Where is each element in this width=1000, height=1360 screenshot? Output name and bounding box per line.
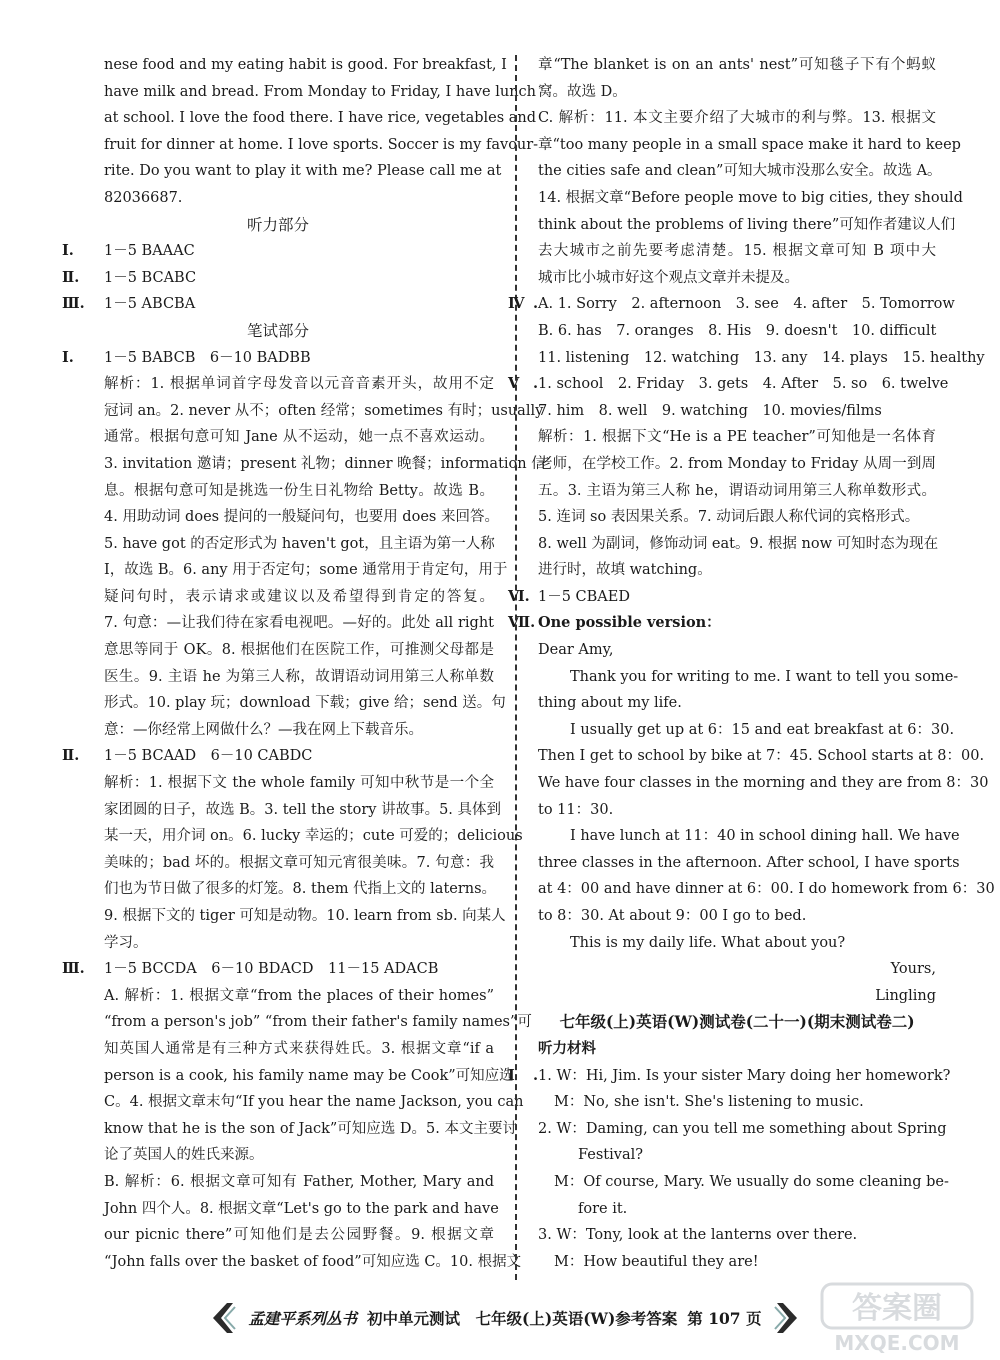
text-line xyxy=(508,584,936,611)
section-numeral: Ⅱ. xyxy=(62,268,80,286)
text-line xyxy=(538,504,936,531)
text-line xyxy=(538,1222,936,1249)
line-text: 1－5 BCCDA 6－10 BDACD 11－15 ADACB xyxy=(104,961,439,978)
line-text: 3. W：Tony, look at the lanterns over there. xyxy=(538,1227,858,1244)
page-footer xyxy=(205,1298,805,1338)
line-text: 1－5 BAAAC xyxy=(104,243,195,260)
text-line xyxy=(62,983,494,1010)
chevron-left-icon xyxy=(209,1300,239,1336)
line-text: 章“The blanket is on an ants' nest”可知毯子下有个蚂蚁 xyxy=(538,57,936,73)
text-line xyxy=(538,717,955,744)
line-text: to 8：30. At about 9：00 I go to bed. xyxy=(538,908,807,924)
text-line xyxy=(538,451,936,478)
text-line xyxy=(538,105,936,132)
watermark-url: MXQE.COM xyxy=(834,1331,960,1355)
text-line xyxy=(62,584,494,611)
text-line xyxy=(538,158,942,185)
line-text: B. 6. has 7. oranges 8. His 9. doesn't 10. difficult xyxy=(538,322,937,339)
line-text: 息。根据句意可知是挑选一份生日礼物给 Betty。故选 B。 xyxy=(104,482,494,499)
line-text: 1－5 BCABC xyxy=(104,269,197,286)
line-text: C. 解析：11. 本文主要介绍了大城市的利与弊。13. 根据文 xyxy=(538,110,936,127)
line-text: 通常。根据句意可知 Jane 从不运动，她一点不喜欢运动。 xyxy=(104,429,494,446)
text-line xyxy=(62,956,494,983)
line-text: at 4：00 and have dinner at 6：00. I do homework from 6：30 xyxy=(538,881,995,898)
text-line xyxy=(62,531,494,558)
line-text: 进行时，故填 watching。 xyxy=(538,562,712,579)
text-line xyxy=(508,371,949,398)
text-line xyxy=(62,1249,522,1276)
text-line xyxy=(538,1116,947,1143)
line-text: 论了英国人的姓氏来源。 xyxy=(104,1147,264,1164)
section-numeral: Ⅰ. xyxy=(62,242,74,260)
line-text: B. 解析：6. 根据文章可知有 Father, Mother, Mary and xyxy=(104,1173,494,1190)
line-text: 某一天，用介词 on。6. lucky 幸运的；cute 可爱的；delicious xyxy=(104,828,523,845)
line-text: 窝。故选 D。 xyxy=(538,83,627,100)
text-line xyxy=(538,1009,936,1036)
text-line xyxy=(62,1222,494,1249)
text-line xyxy=(538,265,936,292)
line-text: think about the problems of living there”可知作者建议人们 xyxy=(538,216,956,233)
text-line xyxy=(62,265,494,292)
line-text: 8. well 为副词，修饰动词 eat。9. 根据 now 可知时态为现在 xyxy=(538,535,939,552)
text-line xyxy=(538,1249,936,1276)
line-text: I have lunch at 11：40 in school dining hall. We have xyxy=(570,828,960,845)
text-line xyxy=(62,1196,499,1223)
text-line xyxy=(62,1036,494,1063)
text-line xyxy=(538,1142,936,1169)
text-line xyxy=(538,1089,936,1116)
text-line xyxy=(62,238,494,265)
text-line xyxy=(538,1036,936,1063)
line-text: I usually get up at 6：15 and eat breakfast at 6：30. xyxy=(570,721,955,738)
line-text: 1－5 BCAAD 6－10 CABDC xyxy=(104,748,313,765)
text-line xyxy=(538,637,936,664)
line-text: 1－5 BABCB 6－10 BADBB xyxy=(104,349,311,366)
line-text: 意思等同于 OK。8. 根据他们在医院工作，可推测父母都是 xyxy=(104,642,494,659)
line-text: John 四个人。8. 根据文章“Let's go to the park and have xyxy=(104,1200,499,1217)
line-text: 去大城市之前先要考虑清楚。15. 根据文章可知 B 项中大 xyxy=(538,243,936,260)
line-text: Then I get to school by bike at 7：45. School starts at 8：00. xyxy=(538,748,985,765)
section-numeral: Ⅳ. xyxy=(508,295,538,313)
text-line xyxy=(538,956,936,983)
line-text: 冠词 an。2. never 从不；often 经常；sometimes 有时；usually xyxy=(104,402,544,419)
text-line xyxy=(538,212,956,239)
text-line xyxy=(538,743,985,770)
line-text: 疑问句时，表示请求或建议以及希望得到肯定的答复。 xyxy=(104,588,494,605)
text-line xyxy=(62,398,544,425)
section-numeral: Ⅶ. xyxy=(508,614,536,632)
line-text: We have four classes in the morning and they are from 8：30 xyxy=(538,775,989,792)
text-line xyxy=(62,451,546,478)
text-line xyxy=(508,1063,951,1090)
text-line xyxy=(538,478,936,505)
line-text: three classes in the afternoon. After school, I have sports xyxy=(538,854,960,871)
line-text: 意：—你经常上网做什么？—我在网上下载音乐。 xyxy=(104,721,423,738)
text-line xyxy=(62,876,497,903)
line-text: Thank you for writing to me. I want to tell you some- xyxy=(570,668,959,685)
line-text: 医生。9. 主语 he 为第三人称，故谓语动词用第三人称单数 xyxy=(104,668,494,685)
line-text: fruit for dinner at home. I love sports. Soccer is my favour- xyxy=(104,136,539,153)
line-text: 家团圆的日子，故选 B。3. tell the story 讲故事。5. 具体到 xyxy=(104,801,502,818)
line-text: rite. Do you want to play it with me? Please call me at xyxy=(104,163,502,180)
text-line xyxy=(62,212,494,239)
line-text: 5. have got 的否定形式为 haven't got，且主语为第一人称 xyxy=(104,535,495,552)
watermark-text: 答案圈 xyxy=(852,1291,942,1326)
line-text: 笔试部分 xyxy=(246,321,309,340)
text-line xyxy=(538,823,960,850)
text-line xyxy=(62,158,502,185)
line-text: our picnic there”可知他们是去公园野餐。9. 根据文章 xyxy=(104,1227,494,1244)
text-line xyxy=(62,770,494,797)
line-text: 3. invitation 邀请；present 礼物；dinner 晚餐；information 信 xyxy=(104,455,546,472)
line-text: 知英国人通常是有三种方式来获得姓氏。3. 根据文章“if a xyxy=(104,1040,494,1057)
line-text: 4. 用助动词 does 提问的一般疑问句，也要用 does 来回答。 xyxy=(104,509,499,526)
text-line xyxy=(62,424,494,451)
column-divider xyxy=(515,55,517,1280)
line-text: 11. listening 12. watching 13. any 14. plays 15. healthy xyxy=(538,349,985,366)
footer-series: 孟建平系列丛书 xyxy=(248,1309,358,1328)
text-line xyxy=(62,105,537,132)
line-text: This is my daily life. What about you? xyxy=(570,934,846,951)
section-numeral: Ⅵ. xyxy=(508,587,530,605)
text-line xyxy=(538,185,963,212)
text-line xyxy=(538,318,936,345)
text-line xyxy=(62,850,494,877)
line-text: 学习。 xyxy=(104,934,148,951)
text-line xyxy=(538,983,936,1010)
line-text: 听力材料 xyxy=(538,1039,596,1057)
text-line xyxy=(62,690,506,717)
text-line xyxy=(62,371,494,398)
watermark-logo xyxy=(818,1278,978,1356)
line-text: A. 1. Sorry 2. afternoon 3. see 4. after 5. Tomorrow xyxy=(538,296,955,313)
text-line xyxy=(538,1169,949,1196)
line-text: I，故选 B。6. any 用于否定句；some 通常用于肯定句，用于 xyxy=(104,562,508,579)
section-numeral: Ⅰ. xyxy=(508,1066,538,1084)
line-text: 7. him 8. well 9. watching 10. movies/films xyxy=(538,402,882,419)
text-line xyxy=(62,664,494,691)
line-text: 形式。10. play 玩；download 下载；give 给；send 送。句 xyxy=(104,695,506,712)
line-text: C。4. 根据文章末句“If you hear the name Jackson, you can xyxy=(104,1094,524,1111)
text-line xyxy=(508,610,936,637)
text-line xyxy=(538,345,985,372)
line-text: person is a cook, his family name may be Cook”可知应选 xyxy=(104,1067,514,1084)
text-line xyxy=(62,823,523,850)
text-line xyxy=(62,79,537,106)
line-text: M：No, she isn't. She's listening to music. xyxy=(554,1094,864,1111)
line-text: M：Of course, Mary. We usually do some cleaning be- xyxy=(554,1173,949,1190)
line-text: 2. W：Daming, can you tell me something about Spring xyxy=(538,1120,947,1137)
line-text: 七年级(上)英语(W)测试卷(二十一)(期末测试卷二) xyxy=(559,1012,915,1032)
line-text: 老师，在学校工作。2. from Monday to Friday 从周一到周 xyxy=(538,455,936,472)
text-line xyxy=(62,637,494,664)
text-line xyxy=(62,318,494,345)
line-text: 解析：1. 根据下文“He is a PE teacher”可知他是一名体育 xyxy=(538,429,936,446)
line-text: 五。3. 主语为第三人称 he，谓语动词用第三人称单数形式。 xyxy=(538,482,936,499)
text-line xyxy=(62,132,539,159)
text-line xyxy=(62,717,494,744)
footer-title: 初中单元测试 七年级(上)英语(W)参考答案 xyxy=(367,1309,678,1328)
line-text: have milk and bread. From Monday to Friday, I have lunch xyxy=(104,83,537,100)
line-text: 1－5 CBAED xyxy=(538,588,630,605)
text-line xyxy=(62,1169,494,1196)
line-text: 1－5 ABCBA xyxy=(104,296,196,313)
text-line xyxy=(62,1009,532,1036)
line-text: 5. 连词 so 表因果关系。7. 动词后跟人称代词的宾格形式。 xyxy=(538,509,920,526)
section-numeral: Ⅴ. xyxy=(508,375,538,393)
text-line xyxy=(62,903,506,930)
section-numeral: Ⅲ. xyxy=(62,960,85,978)
text-line xyxy=(538,797,936,824)
line-text: 1. W：Hi, Jim. Is your sister Mary doing her homework? xyxy=(538,1067,951,1084)
chevron-right-icon xyxy=(771,1300,801,1336)
footer-page-number: 第 107 页 xyxy=(687,1309,762,1328)
text-line xyxy=(538,770,989,797)
text-line xyxy=(508,291,955,318)
text-line xyxy=(62,345,494,372)
line-text: 7. 句意：—让我们待在家看电视吧。—好的。此处 all right xyxy=(104,615,494,632)
text-line xyxy=(538,132,961,159)
text-line xyxy=(538,557,936,584)
section-numeral: Ⅰ. xyxy=(62,348,74,366)
text-line xyxy=(62,610,494,637)
line-text: 城市比小城市好这个观点文章并未提及。 xyxy=(538,269,799,286)
text-line xyxy=(538,903,936,930)
line-text: 解析：1. 根据下文 the whole family 可知中秋节是一个全 xyxy=(104,775,494,792)
text-line xyxy=(62,52,507,79)
line-text: 听力部分 xyxy=(246,215,309,234)
text-line xyxy=(62,557,508,584)
line-text: One possible version： xyxy=(538,614,721,632)
line-text: to 11：30. xyxy=(538,801,614,818)
line-text: 82036687. xyxy=(104,189,183,206)
line-text: 美味的；bad 坏的。根据文章可知元宵很美味。7. 句意：我 xyxy=(104,854,494,871)
line-text: Dear Amy, xyxy=(538,642,614,659)
text-line xyxy=(62,478,494,505)
line-text: nese food and my eating habit is good. For breakfast, I xyxy=(104,57,507,73)
line-text: at school. I love the food there. I have rice, vegetables and xyxy=(104,110,537,127)
text-line xyxy=(538,664,959,691)
text-line xyxy=(538,424,936,451)
line-text: 14. 根据文章“Before people move to big cities, they should xyxy=(538,189,963,206)
section-numeral: Ⅱ. xyxy=(62,747,80,765)
text-line xyxy=(62,1142,494,1169)
text-line xyxy=(62,1116,517,1143)
text-line xyxy=(538,531,939,558)
text-line xyxy=(538,79,936,106)
text-line xyxy=(538,398,936,425)
line-text: 9. 根据下文的 tiger 可知是动物。10. learn from sb. 向某人 xyxy=(104,908,506,924)
text-line xyxy=(62,1089,524,1116)
line-text: M：How beautiful they are! xyxy=(554,1253,759,1270)
text-line xyxy=(62,185,494,212)
line-text: A. 解析：1. 根据文章“from the places of their homes” xyxy=(104,987,494,1004)
line-text: 章“too many people in a small space make it hard to keep xyxy=(538,136,961,153)
right-column xyxy=(508,52,995,1275)
text-line xyxy=(62,797,502,824)
text-line xyxy=(62,504,499,531)
section-numeral: Ⅲ. xyxy=(62,295,85,313)
line-text: know that he is the son of Jack”可知应选 D。5. 本文主要讨 xyxy=(104,1120,517,1137)
line-text: “John falls over the basket of food”可知应选 C。10. 根据文 xyxy=(104,1253,522,1270)
line-text: “from a person's job” “from their father's family names”可 xyxy=(104,1014,532,1031)
line-text: Yours, xyxy=(890,961,936,978)
text-line xyxy=(538,238,936,265)
text-line xyxy=(538,876,995,903)
line-text: the cities safe and clean”可知大城市没那么安全。故选 A。 xyxy=(538,163,942,180)
line-text: 1. school 2. Friday 3. gets 4. After 5. so 6. twelve xyxy=(538,376,949,393)
text-line xyxy=(538,850,960,877)
line-text: 们也为节日做了很多的灯笼。8. them 代指上文的 laterns。 xyxy=(104,881,497,898)
line-text: thing about my life. xyxy=(538,695,682,712)
text-line xyxy=(538,52,936,79)
line-text: 解析：1. 根据单词首字母发音以元音音素开头，故用不定 xyxy=(104,376,494,393)
text-line xyxy=(62,930,494,957)
text-line xyxy=(538,1196,936,1223)
text-line xyxy=(62,1063,514,1090)
text-line xyxy=(538,930,936,957)
line-text: fore it. xyxy=(578,1200,628,1217)
line-text: Festival? xyxy=(578,1147,644,1164)
text-line xyxy=(538,690,936,717)
line-text: Lingling xyxy=(875,987,936,1004)
text-line xyxy=(62,291,494,318)
text-line xyxy=(62,743,494,770)
